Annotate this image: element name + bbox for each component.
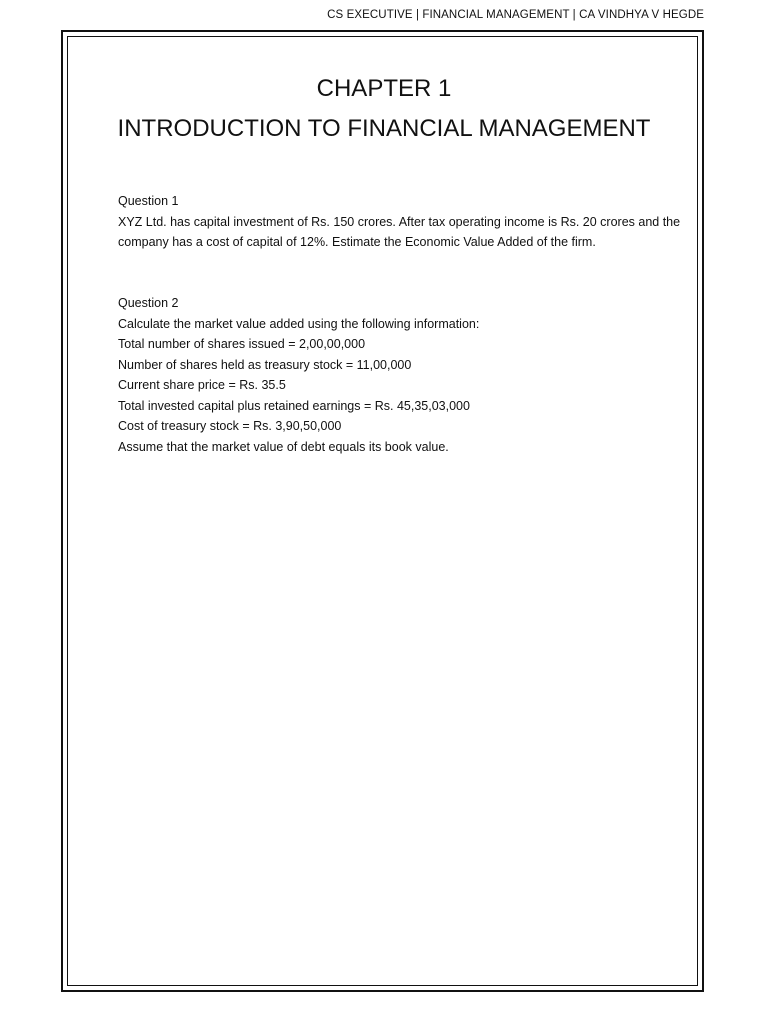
chapter-title: INTRODUCTION TO FINANCIAL MANAGEMENT <box>117 115 651 142</box>
question-1 <box>118 191 698 253</box>
page-border <box>61 30 704 992</box>
question-2-heading: Question 2 <box>118 296 179 310</box>
chapter-number: CHAPTER 1 <box>316 75 452 102</box>
question-2-line-6: Cost of treasury stock = Rs. 3,90,50,000 <box>118 419 342 433</box>
question-1-line-1: XYZ Ltd. has capital investment of Rs. 150 crores. After tax operating income is Rs. 20 crores and the <box>118 214 681 229</box>
question-2-line-3: Number of shares held as treasury stock = 11,00,000 <box>118 357 412 372</box>
question-2 <box>118 293 698 457</box>
question-1-heading: Question 1 <box>118 194 179 208</box>
question-2-line-1: Calculate the market value added using the following information: <box>118 316 480 331</box>
question-2-line-2: Total number of shares issued = 2,00,00,000 <box>118 337 366 351</box>
question-1-line-2: company has a cost of capital of 12%. Estimate the Economic Value Added of the firm. <box>118 235 596 249</box>
question-2-line-4: Current share price = Rs. 35.5 <box>118 378 286 392</box>
page-border-inner <box>67 36 698 986</box>
running-header: CS EXECUTIVE | FINANCIAL MANAGEMENT | CA VINDHYA V HEGDE <box>327 9 704 21</box>
question-2-line-7: Assume that the market value of debt equals its book value. <box>118 439 449 454</box>
question-2-line-5: Total invested capital plus retained earnings = Rs. 45,35,03,000 <box>118 398 470 413</box>
